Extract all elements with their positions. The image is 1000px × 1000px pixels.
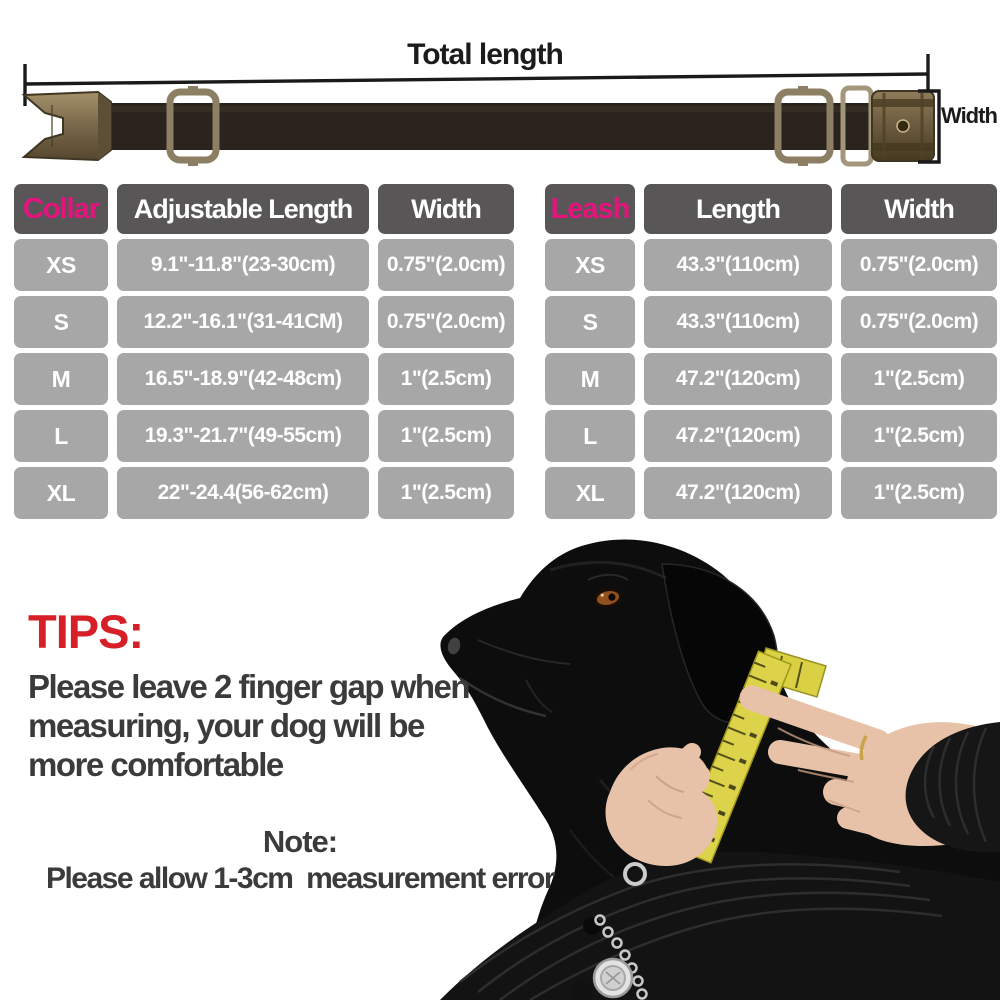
leash-xs-size-cell: XS <box>545 239 635 291</box>
collar-xs-length-cell: 9.1"-11.8"(23-30cm) <box>117 239 369 291</box>
leash-xl-width-cell: 1"(2.5cm) <box>841 467 997 519</box>
note-body-text: Please allow 1-3cm measurement error <box>45 862 555 895</box>
collar-l-width-cell: 1"(2.5cm) <box>378 410 514 462</box>
leash-l-width-cell: 1"(2.5cm) <box>841 410 997 462</box>
leash-xl-size-cell: XL <box>545 467 635 519</box>
collar-col-header-width: Width <box>378 184 514 234</box>
leash-s-size-cell: S <box>545 296 635 348</box>
collar-l-length-cell: 19.3"-21.7"(49-55cm) <box>117 410 369 462</box>
leash-table-title: Leash <box>545 184 635 234</box>
collar-l-size-cell: L <box>14 410 108 462</box>
tips-body-text: Please leave 2 finger gap when measuring, your dog will be more comfortable <box>28 668 470 783</box>
dog-measuring-photo <box>430 530 1000 1000</box>
collar-xs-size-cell: XS <box>14 239 108 291</box>
collar-s-length-cell: 12.2"-16.1"(31-41CM) <box>117 296 369 348</box>
collar-xl-length-cell: 22"-24.4(56-62cm) <box>117 467 369 519</box>
leash-m-size-cell: M <box>545 353 635 405</box>
tips-heading: TIPS: <box>28 605 144 658</box>
leash-s-length-cell: 43.3"(110cm) <box>644 296 832 348</box>
leash-size-table <box>545 184 997 519</box>
leash-xs-length-cell: 43.3"(110cm) <box>644 239 832 291</box>
collar-m-size-cell: M <box>14 353 108 405</box>
leash-col-header-length: Length <box>644 184 832 234</box>
left-buckle <box>24 92 111 160</box>
collar-m-length-cell: 16.5"-18.9"(42-48cm) <box>117 353 369 405</box>
leash-m-length-cell: 47.2"(120cm) <box>644 353 832 405</box>
collar-s-width-cell: 0.75"(2.0cm) <box>378 296 514 348</box>
collar-s-size-cell: S <box>14 296 108 348</box>
width-label: Width <box>941 103 997 128</box>
leash-l-size-cell: L <box>545 410 635 462</box>
leash-xl-length-cell: 47.2"(120cm) <box>644 467 832 519</box>
collar-m-width-cell: 1"(2.5cm) <box>378 353 514 405</box>
total-length-label: Total length <box>407 38 563 71</box>
leash-m-width-cell: 1"(2.5cm) <box>841 353 997 405</box>
collar-xl-width-cell: 1"(2.5cm) <box>378 467 514 519</box>
collar-table-title: Collar <box>14 184 108 234</box>
note-heading: Note: <box>262 824 338 859</box>
leash-col-header-width: Width <box>841 184 997 234</box>
right-buckle <box>872 91 934 161</box>
collar-size-table <box>14 184 514 519</box>
leash-l-length-cell: 47.2"(120cm) <box>644 410 832 462</box>
collar-xl-size-cell: XL <box>14 467 108 519</box>
collar-xs-width-cell: 0.75"(2.0cm) <box>378 239 514 291</box>
leash-xs-width-cell: 0.75"(2.0cm) <box>841 239 997 291</box>
leash-s-width-cell: 0.75"(2.0cm) <box>841 296 997 348</box>
collar-col-header-length: Adjustable Length <box>117 184 369 234</box>
